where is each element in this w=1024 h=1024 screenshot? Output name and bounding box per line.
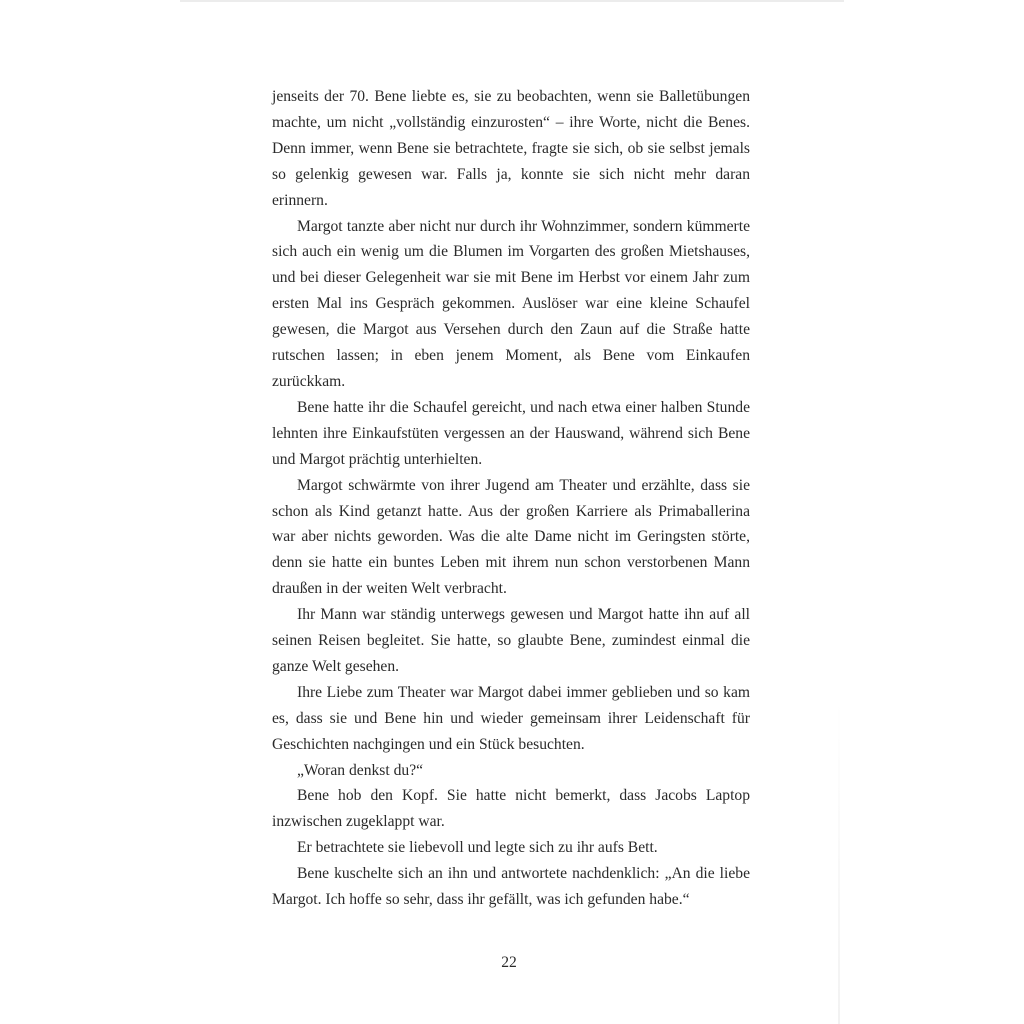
- paragraph-1: jenseits der 70. Bene liebte es, sie zu beobachten, wenn sie Balletübungen machte, um nicht „vollständig einzurosten“ – ihre Worte, nicht die Benes. Denn immer, wenn Bene sie betrachtete, fragte sie sich, ob sie selbst jemals so gelenkig gewesen war. Falls ja, konnte sie sich nicht mehr daran erinnern.: [272, 88, 750, 209]
- paragraph-10: Bene kuschelte sich an ihn und antwortete nachdenklich: „An die liebe Margot. Ich hoffe so sehr, dass ihr gefällt, was ich gefunden habe.“: [272, 865, 750, 909]
- page-edge: [180, 0, 844, 2]
- paragraph-4: Margot schwärmte von ihrer Jugend am Theater und erzählte, dass sie schon als Kind getanzt hatte. Aus der großen Karriere als Primaballerina war aber nichts geworden. Was die alte Dame nicht im Geringsten störte, denn sie hatte ein buntes Leben mit ihrem nun schon verstorbenen Mann draußen in der weiten Welt verbracht.: [272, 476, 750, 598]
- page-edge-shadow: [838, 700, 840, 1024]
- page-number: 22: [501, 954, 517, 971]
- paragraph-7: „Woran denkst du?“: [297, 761, 424, 779]
- body-text: [272, 84, 750, 913]
- paragraph-8: Bene hob den Kopf. Sie hatte nicht bemerkt, dass Jacobs Laptop inzwischen zugeklappt war.: [272, 787, 750, 831]
- paragraph-3: Bene hatte ihr die Schaufel gereicht, und nach etwa einer halben Stunde lehnten ihre Einkaufstüten vergessen an der Hauswand, während sich Bene und Margot prächtig unterhielten.: [272, 398, 750, 468]
- paragraph-9: Er betrachtete sie liebevoll und legte sich zu ihr aufs Bett.: [297, 839, 658, 857]
- paragraph-5: Ihr Mann war ständig unterwegs gewesen und Margot hatte ihn auf all seinen Reisen begleitet. Sie hatte, so glaubte Bene, zumindest einmal die ganze Welt gesehen.: [272, 606, 750, 675]
- paragraph-6: Ihre Liebe zum Theater war Margot dabei immer geblieben und so kam es, dass sie und Bene hin und wieder gemeinsam ihrer Leidenschaft für Geschichten nachgingen und ein Stück besuchten.: [272, 683, 750, 753]
- paragraph-2: Margot tanzte aber nicht nur durch ihr Wohnzimmer, sondern kümmerte sich auch ein wenig um die Blumen im Vorgarten des großen Mietshauses, und bei dieser Gelegenheit war sie mit Bene im Herbst vor einem Jahr zum ersten Mal ins Gespräch gekommen. Auslöser war eine kleine Schaufel gewesen, die Margot aus Versehen durch den Zaun auf die Straße hatte rutschen lassen; in eben jenem Moment, als Bene vom Einkaufen zurückkam.: [272, 217, 750, 390]
